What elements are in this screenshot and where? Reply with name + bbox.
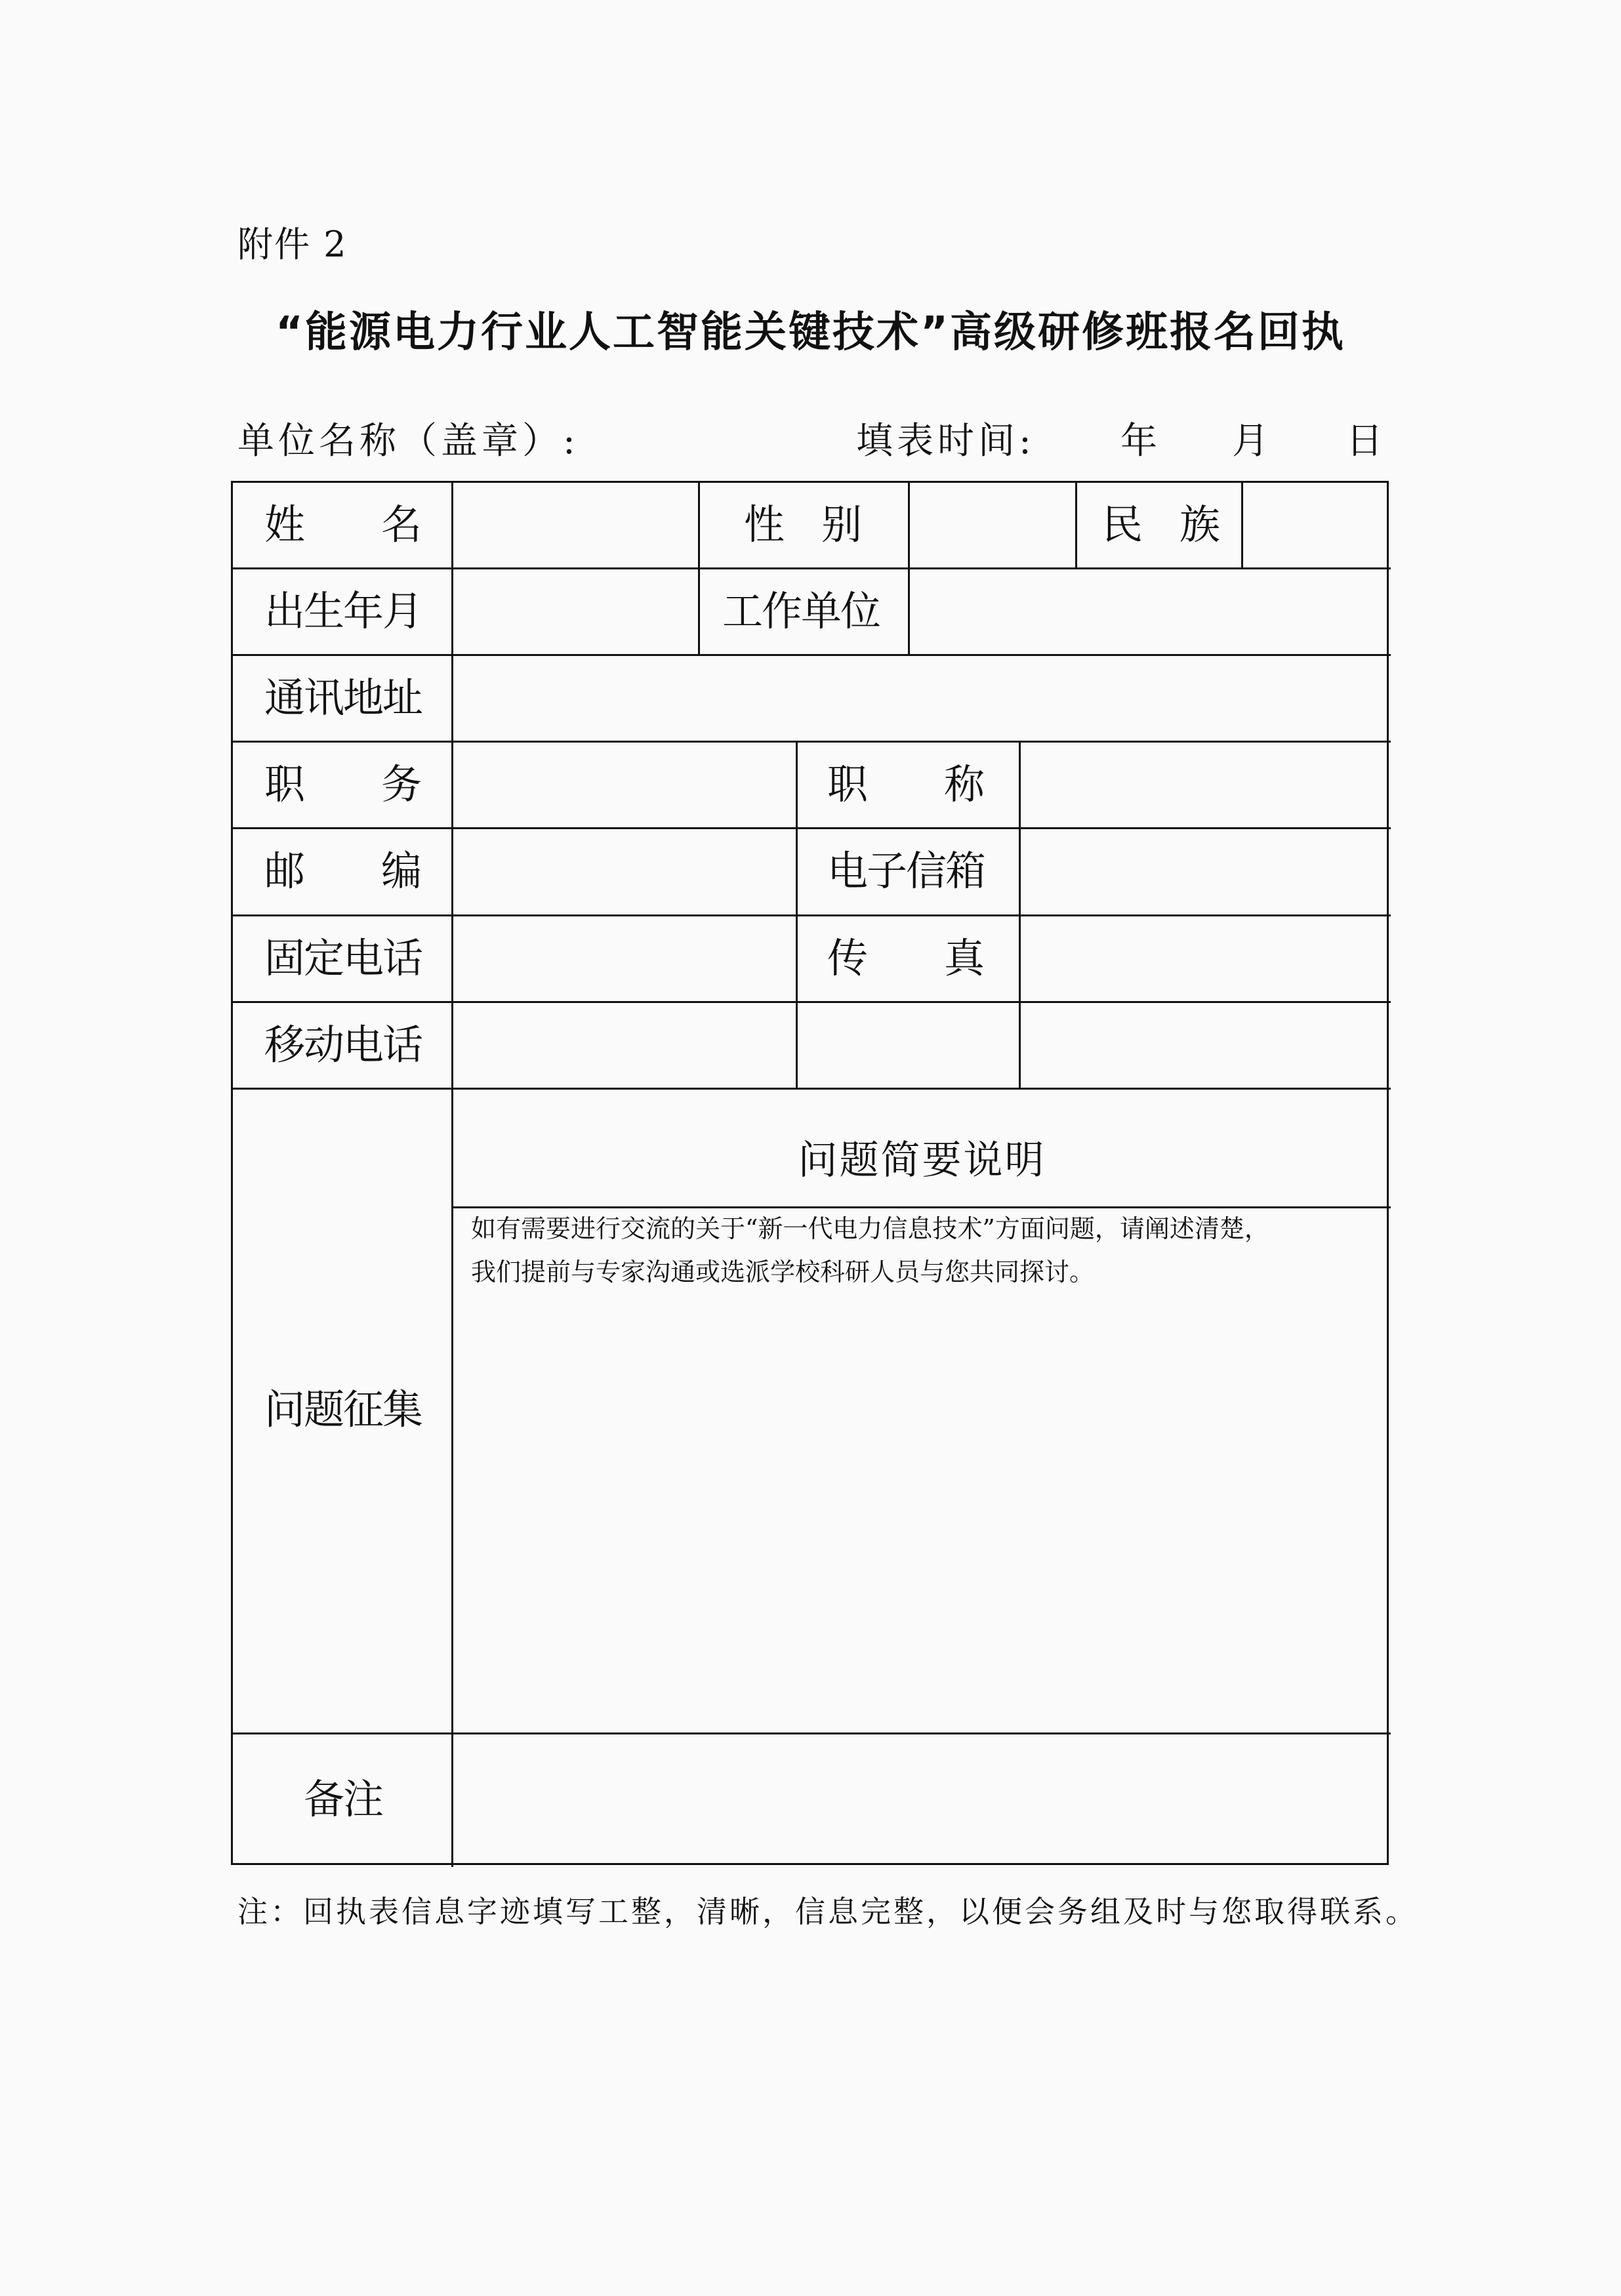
attachment-label: 附件 2 (237, 224, 348, 265)
postcode-label: 邮 编 (264, 847, 422, 895)
phone-label: 固定电话 (264, 934, 422, 982)
unit-name-label: 单位名称（盖章）: (237, 420, 579, 462)
registration-form (231, 481, 1389, 1865)
question-summary-title: 问题简要说明 (798, 1138, 1046, 1183)
ethnicity-field[interactable] (1243, 483, 1391, 567)
question-instructions-line-2: 我们提前与专家沟通或选派学校科研人员与您共同探讨。 (471, 1258, 1095, 1286)
question-instructions (471, 1207, 1383, 1294)
work-unit-field[interactable] (910, 569, 1391, 654)
remark-label: 备注 (304, 1775, 383, 1823)
address-label: 通讯地址 (264, 674, 422, 722)
question-instructions-line-1: 如有需要进行交流的关于“新一代电力信息技术”方面问题，请阐述清楚， (471, 1214, 1269, 1243)
question-field[interactable] (453, 1296, 1391, 1732)
name-field[interactable] (453, 483, 698, 567)
birth-field[interactable] (453, 569, 698, 654)
fax-label: 传 真 (827, 934, 985, 982)
job-title-field[interactable] (1021, 743, 1391, 827)
address-field[interactable] (453, 656, 1391, 741)
mobile-label: 移动电话 (264, 1021, 422, 1069)
postcode-field[interactable] (453, 829, 796, 914)
footer-note: 注：回执表信息字迹填写工整，清晰，信息完整，以便会务组及时与您取得联系。 (237, 1894, 1418, 1929)
name-label: 姓 名 (264, 501, 422, 548)
year-label: 年 (1120, 420, 1157, 462)
gender-label: 性 别 (744, 501, 862, 548)
position-field[interactable] (453, 743, 796, 827)
month-label: 月 (1232, 420, 1269, 462)
work-unit-label: 工作单位 (722, 587, 880, 635)
fax-field[interactable] (1021, 916, 1391, 1001)
birth-label: 出生年月 (264, 587, 422, 635)
question-collect-label: 问题征集 (264, 1385, 422, 1433)
email-label: 电子信箱 (827, 847, 985, 895)
position-label: 职 务 (264, 760, 422, 808)
fill-time-label: 填表时间: (856, 420, 1035, 462)
gender-field[interactable] (910, 483, 1075, 567)
ethnicity-label: 民 族 (1102, 501, 1220, 548)
mobile-extra-field[interactable] (798, 1003, 1019, 1088)
phone-field[interactable] (453, 916, 796, 1001)
day-label: 日 (1346, 420, 1383, 462)
page-title: “能源电力行业人工智能关键技术”高级研修班报名回执 (275, 308, 1346, 357)
mobile-extra-field-2[interactable] (1021, 1003, 1391, 1088)
mobile-field[interactable] (453, 1003, 796, 1088)
job-title-label: 职 称 (827, 760, 985, 808)
remark-field[interactable] (453, 1734, 1391, 1867)
email-field[interactable] (1021, 829, 1391, 914)
